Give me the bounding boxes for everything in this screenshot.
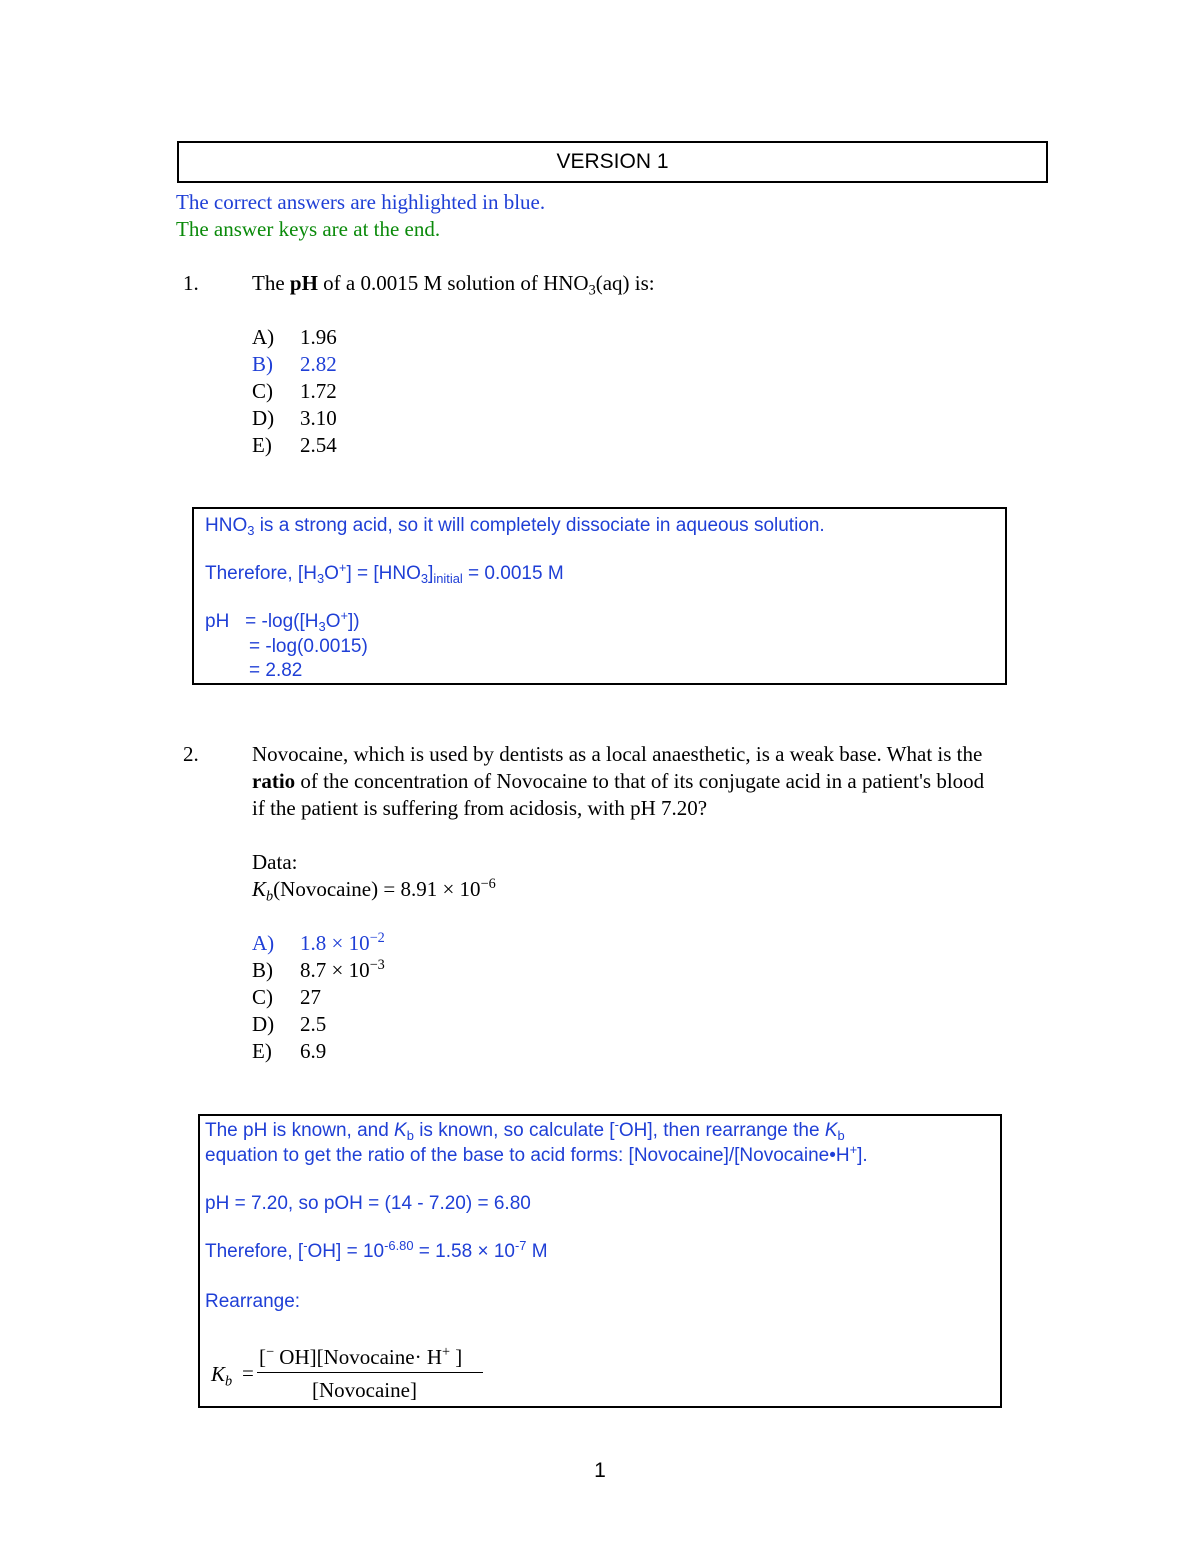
q1-solution-line5: = 2.82	[249, 660, 303, 681]
q2-solution-line5: Rearrange:	[205, 1291, 301, 1312]
option-value: 1.96	[300, 325, 337, 349]
q2-line1: Novocaine, which is used by dentists as a local anaesthetic, is a weak base. What is the	[252, 742, 983, 766]
kb-numerator: [− OH][Novocaine· H+ ]	[259, 1344, 463, 1369]
answer-key-note: The answer keys are at the end.	[176, 217, 441, 241]
option-letter: B)	[252, 352, 273, 376]
q1-number: 1.	[183, 271, 199, 295]
q2-solution-line2: equation to get the ratio of the base to acid forms: [Novocaine]/[Novocaine•H+].	[205, 1141, 868, 1166]
q2-option	[252, 957, 385, 984]
kb-symbol: $K_b$	[211, 1362, 233, 1390]
option-exponent: −3	[369, 957, 385, 974]
q2-solution-line4: Therefore, $[^-OH] = 10^{-6.80} = 1.58 \times 10^{-7}$ M	[205, 1237, 548, 1262]
q1-solution-box	[192, 507, 1007, 685]
q2-solution-box	[198, 1114, 1002, 1408]
option-value: 8.7 × 10	[300, 958, 370, 982]
q1-solution-line1: $HNO_3$ is a strong acid, so it will completely dissociate in aqueous solution.	[205, 515, 825, 538]
q1-option	[252, 378, 337, 405]
q2-line2: ratio of the concentration of Novocaine to that of its conjugate acid in a patient's blood	[252, 769, 985, 793]
option-value: 3.10	[300, 406, 337, 430]
option-value: 2.5	[300, 1012, 327, 1036]
option-letter: D)	[252, 406, 275, 430]
q1-option	[252, 405, 337, 432]
q2-solution-line3: pH = 7.20, so pOH = (14 - 7.20) = 6.80	[205, 1193, 531, 1214]
option-value: 1.72	[300, 379, 337, 403]
q1-option	[252, 351, 337, 378]
option-letter: A)	[252, 931, 275, 955]
q2-option	[252, 984, 321, 1011]
option-letter: A)	[252, 325, 275, 349]
kb-fraction-bar	[257, 1372, 483, 1373]
q2-option	[252, 1011, 326, 1038]
option-letter: E)	[252, 433, 272, 457]
q1-solution-line4: = -log(0.0015)	[249, 636, 368, 657]
q2-data-kb: $K_b(Novocaine) = 8.91 \times 10^{-6}$	[252, 876, 496, 905]
option-value: 1.8 × 10	[300, 931, 370, 955]
option-value: 6.9	[300, 1039, 327, 1063]
q1-option	[252, 432, 337, 459]
option-letter: C)	[252, 379, 273, 403]
q2-option	[252, 1038, 326, 1065]
q2-solution-line1: The pH is known, and $K_b$ is known, so calculate [-OH], then rearrange the $K_b$	[205, 1116, 845, 1143]
option-letter: E)	[252, 1039, 272, 1063]
q1-text: The pH of a 0.0015 M solution of $HNO_3(aq)$ is:	[252, 271, 655, 299]
version-header	[177, 141, 1048, 183]
page-number: 1	[594, 1459, 606, 1482]
q2-option	[252, 930, 385, 957]
q1-solution-line2: Therefore, $[H_3O^+] = [HNO_3]_{initial} = 0.0015$ M	[205, 559, 564, 586]
option-letter: C)	[252, 985, 273, 1009]
q2-data-label: Data:	[252, 850, 298, 874]
q1-option	[252, 324, 337, 351]
option-letter: B)	[252, 958, 273, 982]
kb-denominator: [Novocaine]	[312, 1378, 417, 1402]
kb-equals: =	[242, 1361, 254, 1385]
q2-line3: if the patient is suffering from acidosis, with pH 7.20?	[252, 796, 708, 820]
version-label: VERSION 1	[556, 150, 669, 173]
q2-number: 2.	[183, 742, 199, 766]
q1-solution-line3: pH = $-\log([H_3O^+])$	[205, 607, 360, 634]
option-value: 27	[300, 985, 321, 1009]
correct-answer-note: The correct answers are highlighted in blue.	[176, 190, 546, 214]
option-value: 2.82	[300, 352, 337, 376]
option-letter: D)	[252, 1012, 275, 1036]
option-exponent: −2	[369, 930, 385, 947]
option-value: 2.54	[300, 433, 337, 457]
